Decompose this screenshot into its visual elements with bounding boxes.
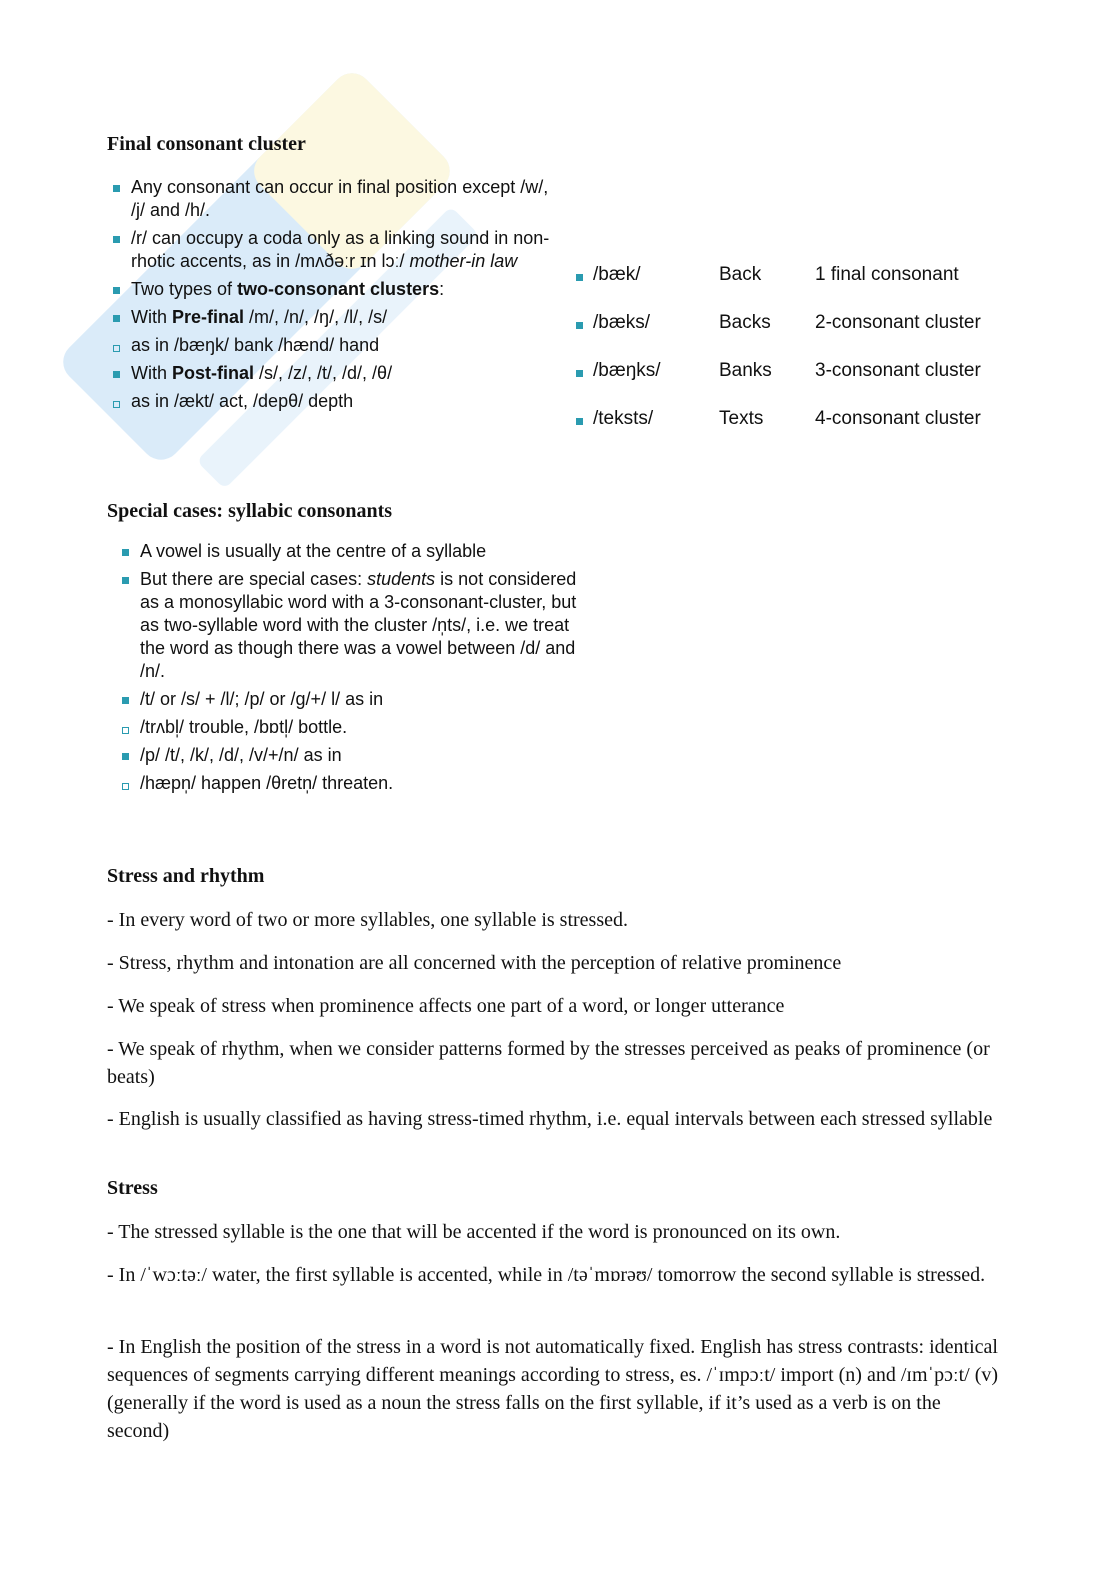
square-bullet-icon (576, 274, 583, 281)
list-item-text: students (367, 569, 436, 589)
section-heading-stress: Stress (107, 1177, 158, 1199)
list-item-text: /r/ can occupy a coda only as a linking sound in non-rhotic accents, as in /mʌðəːr ɪn lɔː/ (131, 228, 550, 271)
example-word: Backs (719, 312, 771, 333)
example-word: Back (719, 264, 762, 285)
list-item-text: is not considered as a monosyllabic word with a 3-consonant-cluster, but as two-syllable word with the cluster /n̩ts/, i.e. we treat the word as though there was a vowel between /d/ and /n/. (140, 569, 577, 681)
ipa-transcription: /bæks/ (593, 312, 651, 333)
square-bullet-icon (576, 418, 583, 425)
cluster-description: 2-consonant cluster (815, 312, 981, 333)
square-bullet-icon (122, 577, 129, 584)
example-word: Banks (719, 360, 772, 381)
list-item-text: : (439, 279, 445, 299)
list-item-text: /s/, /z/, /t/, /d/, /θ/ (254, 363, 393, 383)
list-item-text: /trʌbl̩/ trouble, /bɒtl̩/ bottle. (140, 717, 348, 737)
square-bullet-icon (122, 549, 129, 556)
ipa-transcription: /bæk/ (593, 264, 641, 285)
list-item-text: /hæpn̩/ happen /θretn̩/ threaten. (140, 773, 394, 793)
list-item (107, 176, 557, 222)
section-heading-final-consonant: Final consonant cluster (107, 133, 306, 155)
paragraph: - English is usually classified as having stress-timed rhythm, i.e. equal intervals between each stressed syllable (107, 1108, 993, 1130)
example-word: Texts (719, 408, 764, 429)
list-item-text: Pre-final (172, 307, 245, 327)
square-bullet-icon (113, 371, 120, 378)
list-item (107, 227, 557, 273)
ipa-transcription: /bæŋks/ (593, 360, 661, 381)
list-item-text: as in /ækt/ act, /depθ/ depth (131, 391, 354, 411)
square-bullet-icon (576, 370, 583, 377)
hollow-square-bullet-icon (113, 401, 120, 408)
list-item-text: as in /bæŋk/ bank /hænd/ hand (131, 335, 380, 355)
list-item-text: With (131, 363, 173, 383)
list-item (116, 772, 596, 795)
hollow-square-bullet-icon (113, 345, 120, 352)
square-bullet-icon (113, 315, 120, 322)
ipa-transcription: /teksts/ (593, 408, 654, 429)
paragraph: - The stressed syllable is the one that will be accented if the word is pronounced on its own. (107, 1221, 841, 1243)
paragraph: - In /ˈwɔːtəː/ water, the first syllable is accented, while in /təˈmɒrəʊ/ tomorrow the second syllable is stressed. (107, 1264, 986, 1286)
list-item (116, 568, 596, 683)
square-bullet-icon (113, 287, 120, 294)
cluster-description: 4-consonant cluster (815, 408, 981, 429)
list-item-text: Two types of (131, 279, 238, 299)
list-item-text: /m/, /n/, /ŋ/, /l/, /s/ (244, 307, 388, 327)
cluster-description: 3-consonant cluster (815, 360, 981, 381)
list-item (116, 540, 596, 563)
square-bullet-icon (576, 322, 583, 329)
list-item (116, 744, 596, 767)
hollow-square-bullet-icon (122, 783, 129, 790)
square-bullet-icon (122, 753, 129, 760)
square-bullet-icon (113, 185, 120, 192)
list-item-text: mother-in law (409, 251, 518, 271)
square-bullet-icon (113, 236, 120, 243)
paragraph: - In English the position of the stress in a word is not automatically fixed. English has stress contrasts: identical sequences of segments carrying different meanings according to stress, es. /ˈɪmpɔːt/ import (n) and /ɪmˈpɔːt/ (v) (generally if the word is used as a noun the stress falls on the first syllable, if it’s used as a verb is on the second) (107, 1336, 999, 1442)
list-item (107, 390, 557, 413)
section-heading-stress-rhythm: Stress and rhythm (107, 865, 265, 887)
paragraph: - Stress, rhythm and intonation are all concerned with the perception of relative prominence (107, 952, 842, 974)
list-item (116, 688, 596, 711)
list-item-text: two-consonant clusters (237, 279, 440, 299)
list-item-text: A vowel is usually at the centre of a syllable (140, 541, 487, 561)
paragraph: - We speak of stress when prominence affects one part of a word, or longer utterance (107, 995, 785, 1017)
list-item (107, 278, 557, 301)
list-item-text: With (131, 307, 173, 327)
final-consonant-list (107, 176, 557, 418)
list-item (116, 716, 596, 739)
paragraph: - We speak of rhythm, when we consider patterns formed by the stresses perceived as peaks of prominence (or beats) (107, 1038, 990, 1088)
section-heading-syllabic-consonants: Special cases: syllabic consonants (107, 500, 393, 522)
list-item (107, 306, 557, 329)
cluster-description: 1 final consonant (815, 264, 959, 285)
list-item-text: Post-final (172, 363, 255, 383)
list-item (107, 362, 557, 385)
paragraph: - In every word of two or more syllables, one syllable is stressed. (107, 909, 628, 931)
list-item-text: But there are special cases: (140, 569, 368, 589)
syllabic-consonants-list (116, 540, 596, 800)
hollow-square-bullet-icon (122, 727, 129, 734)
list-item-text: Any consonant can occur in final position except /w/, /j/ and /h/. (131, 177, 549, 220)
square-bullet-icon (122, 697, 129, 704)
list-item (107, 334, 557, 357)
list-item-text: /t/ or /s/ + /l/; /p/ or /g/+/ l/ as in (140, 689, 384, 709)
list-item-text: /p/ /t/, /k/, /d/, /v/+/n/ as in (140, 745, 342, 765)
